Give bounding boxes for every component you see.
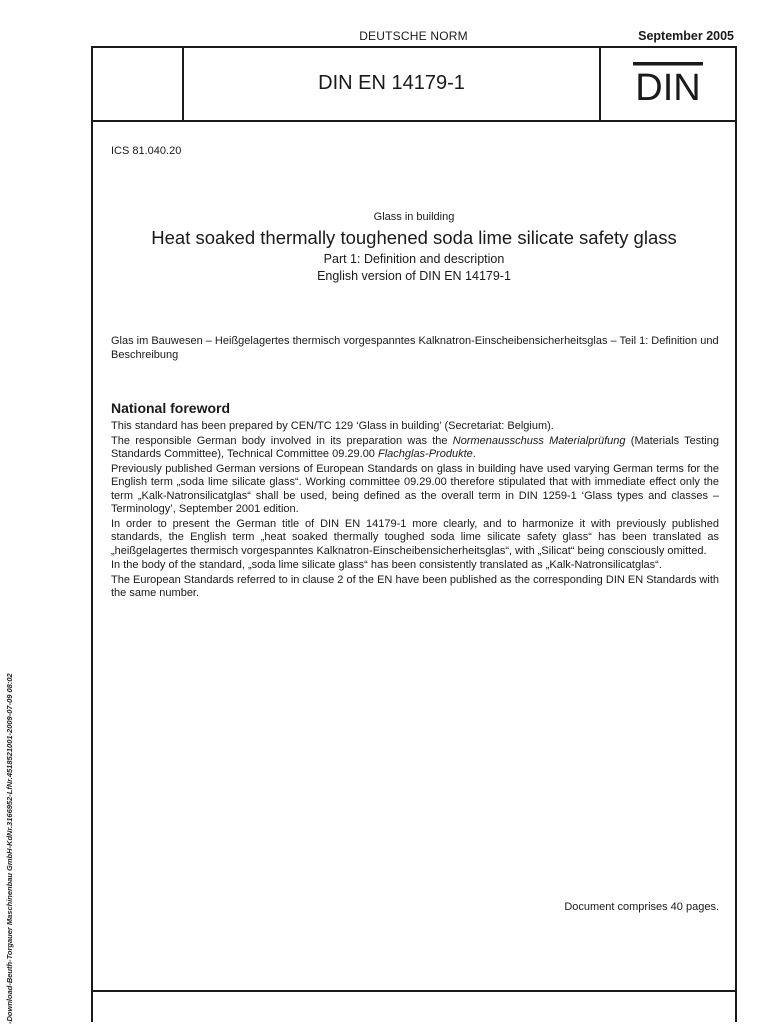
foreword-paragraph: The responsible German body involved in its preparation was the Normenausschuss Materialprüfung (Materials Testing Standards Committee), Technical Committee 09.29.00 Flachglas-Produkte. <box>111 434 719 460</box>
publication-date: September 2005 <box>638 29 734 43</box>
top-line <box>91 28 736 46</box>
document-number: DIN EN 14179-1 <box>318 72 465 94</box>
part-title: Part 1: Definition and description <box>323 252 505 266</box>
header-divider <box>599 48 601 120</box>
foreword-paragraph: This standard has been prepared by CEN/TC 129 ‘Glass in building’ (Secretariat: Belgium). <box>111 420 554 432</box>
download-watermark: -Download-Beuth-Torgauer Maschinenbau GmbH-KdNr.3166952-LfNr.4518521001-2009-07-09 08:02 <box>5 673 14 1024</box>
document-frame <box>91 46 737 1022</box>
foreword-paragraph: Previously published German versions of European Standards on glass in building have used varying German terms for the English term „soda lime silicate glass“. Working committee 09.29.00 therefore stipulated that with immediate effect only the term „Kalk-Natronsilicatglas“ shall be used, being defined as the overall term in DIN 1259-1 ‘Glass types and classes – Terminology’, September 2001 edition. <box>111 462 719 515</box>
title-block <box>93 211 735 283</box>
document-title: Heat soaked thermally toughened soda lime silicate safety glass <box>151 227 677 248</box>
din-logo-text: DIN <box>635 67 701 104</box>
norm-label: DEUTSCHE NORM <box>359 29 468 43</box>
ics-code: ICS 81.040.20 <box>111 145 182 157</box>
foreword-paragraph: In order to present the German title of DIN EN 14179-1 more clearly, and to harmonize it with previously published standards, the English term „heat soaked thermally toughed soda lime silicate safety glass“ has been translated as „heißgelagertes thermisch vorgespanntes Kalknatron-Einscheibensicherheitsglas“, with „Silicat“ being consciously omitted. <box>111 517 719 557</box>
german-title: Glas im Bauwesen – Heißgelagertes thermisch vorgespanntes Kalknatron-Einscheibensicherheitsglas – Teil 1: Definition und Beschreibung <box>111 335 719 361</box>
header-box <box>93 48 735 122</box>
din-logo <box>633 62 703 109</box>
subject-heading: Glass in building <box>373 211 455 223</box>
footer-divider <box>93 990 735 992</box>
foreword-paragraph: In the body of the standard, „soda lime silicate glass“ has been consistently translated as „Kalk-Natronsilicatglas“. <box>111 559 662 571</box>
foreword-paragraph: The European Standards referred to in clause 2 of the EN have been published as the corresponding DIN EN Standards with the same number. <box>111 573 719 599</box>
foreword-heading: National foreword <box>111 400 231 416</box>
english-version-note: English version of DIN EN 14179-1 <box>317 269 511 283</box>
page-count: Document comprises 40 pages. <box>564 901 719 913</box>
national-foreword <box>111 400 719 602</box>
